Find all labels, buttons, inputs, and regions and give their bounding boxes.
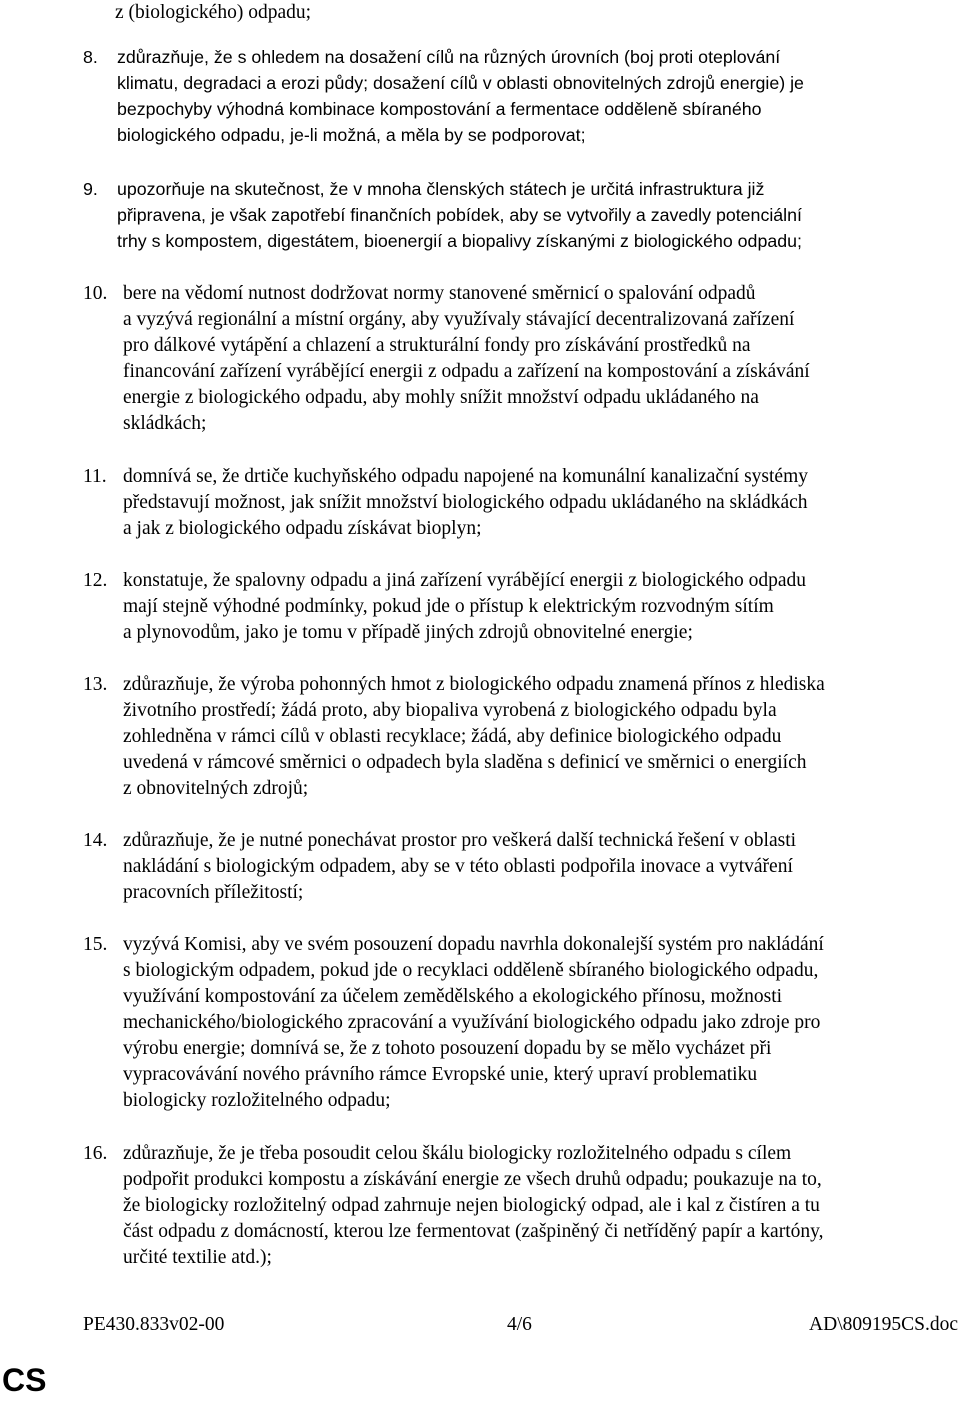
item-number: 14. bbox=[83, 830, 108, 851]
item-text: zdůrazňuje, že výroba pohonných hmot z biologického odpadu znamená přínos z hlediska životního prostředí; žádá proto, aby biopaliva vyrobená z biologického odpadu byla zohledněna v rámci cílů v oblasti recyklace; žádá, aby definice biologického odpadu uvedená v rámcové směrnici o odpadech byla sladěna s definicí ve směrnici o energiích z obnovitelných zdrojů; bbox=[123, 674, 825, 799]
item-number: 13. bbox=[83, 674, 108, 695]
page-number: 4/6 bbox=[507, 1314, 532, 1335]
item-text: konstatuje, že spalovny odpadu a jiná zařízení vyrábějící energii z biologického odpadu mají stejně výhodné podmínky, pokud jde o přístup k elektrickým rozvodným sítím a plynovodům, jako je tomu v případě jiných zdrojů obnovitelné energie; bbox=[123, 570, 806, 643]
item-text: domnívá se, že drtiče kuchyňského odpadu napojené na komunální kanalizační systémy představují možnost, jak snížit množství biologického odpadu ukládaného na skládkách a jak z biologického odpadu získávat bioplyn; bbox=[123, 466, 809, 539]
item-number: 8. bbox=[83, 47, 98, 67]
page-footer bbox=[0, 1312, 960, 1338]
language-code: CS bbox=[2, 1362, 47, 1398]
item-text: zdůrazňuje, že je třeba posoudit celou škálu biologicky rozložitelného odpadu s cílem podpořit produkci kompostu a získávání energie ze všech druhů odpadu; poukazuje na to, že biologicky rozložitelný odpad zahrnuje nejen biologický odpad, ale i kal z čistíren a tu část odpadu z domácností, kterou lze fermentovat (zašpiněný či netříděný papír a kartóny, určité textilie atd.); bbox=[123, 1143, 824, 1268]
item-number: 11. bbox=[83, 466, 107, 487]
item-text: zdůrazňuje, že s ohledem na dosažení cílů na různých úrovních (boj proti oteplování klimatu, degradaci a erozi půdy; dosažení cílů v oblasti obnovitelných zdrojů energie) je bezpochyby výhodná kombinace kompostování a fermentace odděleně sbíraného biologického odpadu, je-li možná, a měla by se podporovat; bbox=[117, 47, 804, 145]
file-name: AD\809195CS.doc bbox=[809, 1314, 958, 1335]
item-text: zdůrazňuje, že je nutné ponechávat prostor pro veškerá další technická řešení v oblasti nakládání s biologickým odpadem, aby se v této oblasti podpořila inovace a vytváření pracovních příležitostí; bbox=[123, 830, 797, 903]
item-text: bere na vědomí nutnost dodržovat normy stanovené směrnicí o spalování odpadů a vyzývá regionální a místní orgány, aby využívaly stávající decentralizovaná zařízení pro dálkové vytápění a chlazení a strukturální fondy pro získávání prostředků na financování zařízení vyrábějící energii z odpadu a zařízení na kompostování a získávání energie z biologického odpadu, aby mohly snížit množství odpadu ukládaného na skládkách; bbox=[123, 283, 810, 434]
item-number: 16. bbox=[83, 1143, 108, 1164]
item-text: vyzývá Komisi, aby ve svém posouzení dopadu navrhla dokonalejší systém pro nakládání s biologickým odpadem, pokud jde o recyklaci odděleně sbíraného biologického odpadu, využívání kompostování za účelem zemědělského a ekologického přínosu, možnosti mechanického/biologického zpracování a využívání biologického odpadu jako zdroje pro výrobu energie; domnívá se, že z tohoto posouzení dopadu by se mělo vycházet při vypracovávání nového právního rámce Evropské unie, který upraví problematiku biologicky rozložitelného odpadu; bbox=[123, 934, 824, 1111]
item-number: 12. bbox=[83, 570, 108, 591]
document-reference: PE430.833v02-00 bbox=[83, 1314, 225, 1335]
continued-text: z (biologického) odpadu; bbox=[115, 2, 312, 23]
item-text: upozorňuje na skutečnost, že v mnoha členských státech je určitá infrastruktura již připravena, je však zapotřebí finančních pobídek, aby se vytvořily a zavedly potenciální trhy s kompostem, digestátem, bioenergií a biopalivy získanými z biologického odpadu; bbox=[117, 179, 802, 251]
item-number: 9. bbox=[83, 179, 98, 199]
item-number: 10. bbox=[83, 283, 108, 304]
item-number: 15. bbox=[83, 934, 108, 955]
